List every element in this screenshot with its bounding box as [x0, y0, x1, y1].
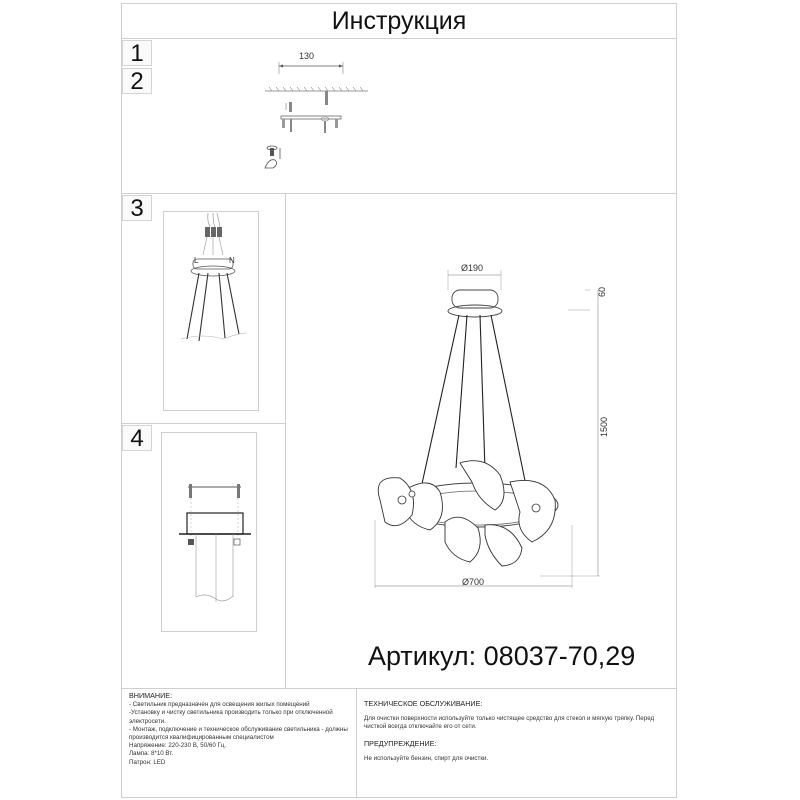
step-number-3: 3 [122, 195, 152, 221]
divider-steps-3-4 [121, 423, 285, 424]
step-number-2: 2 [122, 68, 152, 94]
step-number-1: 1 [122, 40, 152, 66]
canopy-fixing-drawing [161, 432, 257, 632]
warning-heading: ВНИМАНИЕ: [129, 691, 173, 700]
warning-notes [129, 692, 351, 767]
live-wire-label: L [194, 256, 199, 265]
bracket-dimension-label: 130 [299, 51, 315, 61]
mounting-bracket-drawing [255, 60, 365, 190]
warning-line: - Монтаж, подключение и техническое обслуживание светильника - должны производится квалифицированным специалистом [129, 725, 348, 742]
voltage-spec: Напряжение: 220-230 В, 50/60 Гц. [129, 742, 227, 750]
divider-step4-bottom [121, 688, 285, 689]
warning-line: -Установку и чистку светильника производить только при отключенной электросети. [129, 709, 333, 725]
maintenance-text: Для очистки поверхности используйте только чистящее средство для стекол и мягкую тряпку. Перед чисткой всегда отключайте его от сети. [364, 715, 655, 731]
caution-text: Не используйте бензин, спирт для очистки. [364, 754, 489, 762]
article-number: Артикул: 08037-70,29 [368, 641, 636, 671]
maintenance-heading: ТЕХНИЧЕСКОЕ ОБСЛУЖИВАНИЕ: [364, 699, 483, 708]
canopy-height-label: 60 [597, 286, 607, 297]
maintenance-notes [364, 700, 672, 763]
step-number-4: 4 [122, 425, 152, 451]
diameter-label: Ø700 [462, 577, 485, 587]
divider-left-column [285, 193, 286, 688]
divider-article-bottom [285, 688, 677, 689]
canopy-diameter-label: Ø190 [461, 263, 484, 273]
divider-steps-2-3 [121, 193, 677, 194]
lamp-spec: Лампа: 8*10 Вт. [129, 750, 174, 758]
divider-notes [356, 688, 357, 798]
wiring-diagram-drawing [163, 211, 259, 411]
warning-line: - Светильник предназначен для освещения жилых помещений [129, 701, 310, 709]
page-title: Инструкция [121, 3, 677, 39]
neutral-wire-label: N [229, 256, 235, 265]
total-height-label: 1500 [599, 416, 609, 437]
socket-spec: Патрон: LED [129, 758, 166, 766]
caution-heading: ПРЕДУПРЕЖДЕНИЕ: [364, 738, 437, 748]
chandelier-drawing [360, 260, 620, 595]
